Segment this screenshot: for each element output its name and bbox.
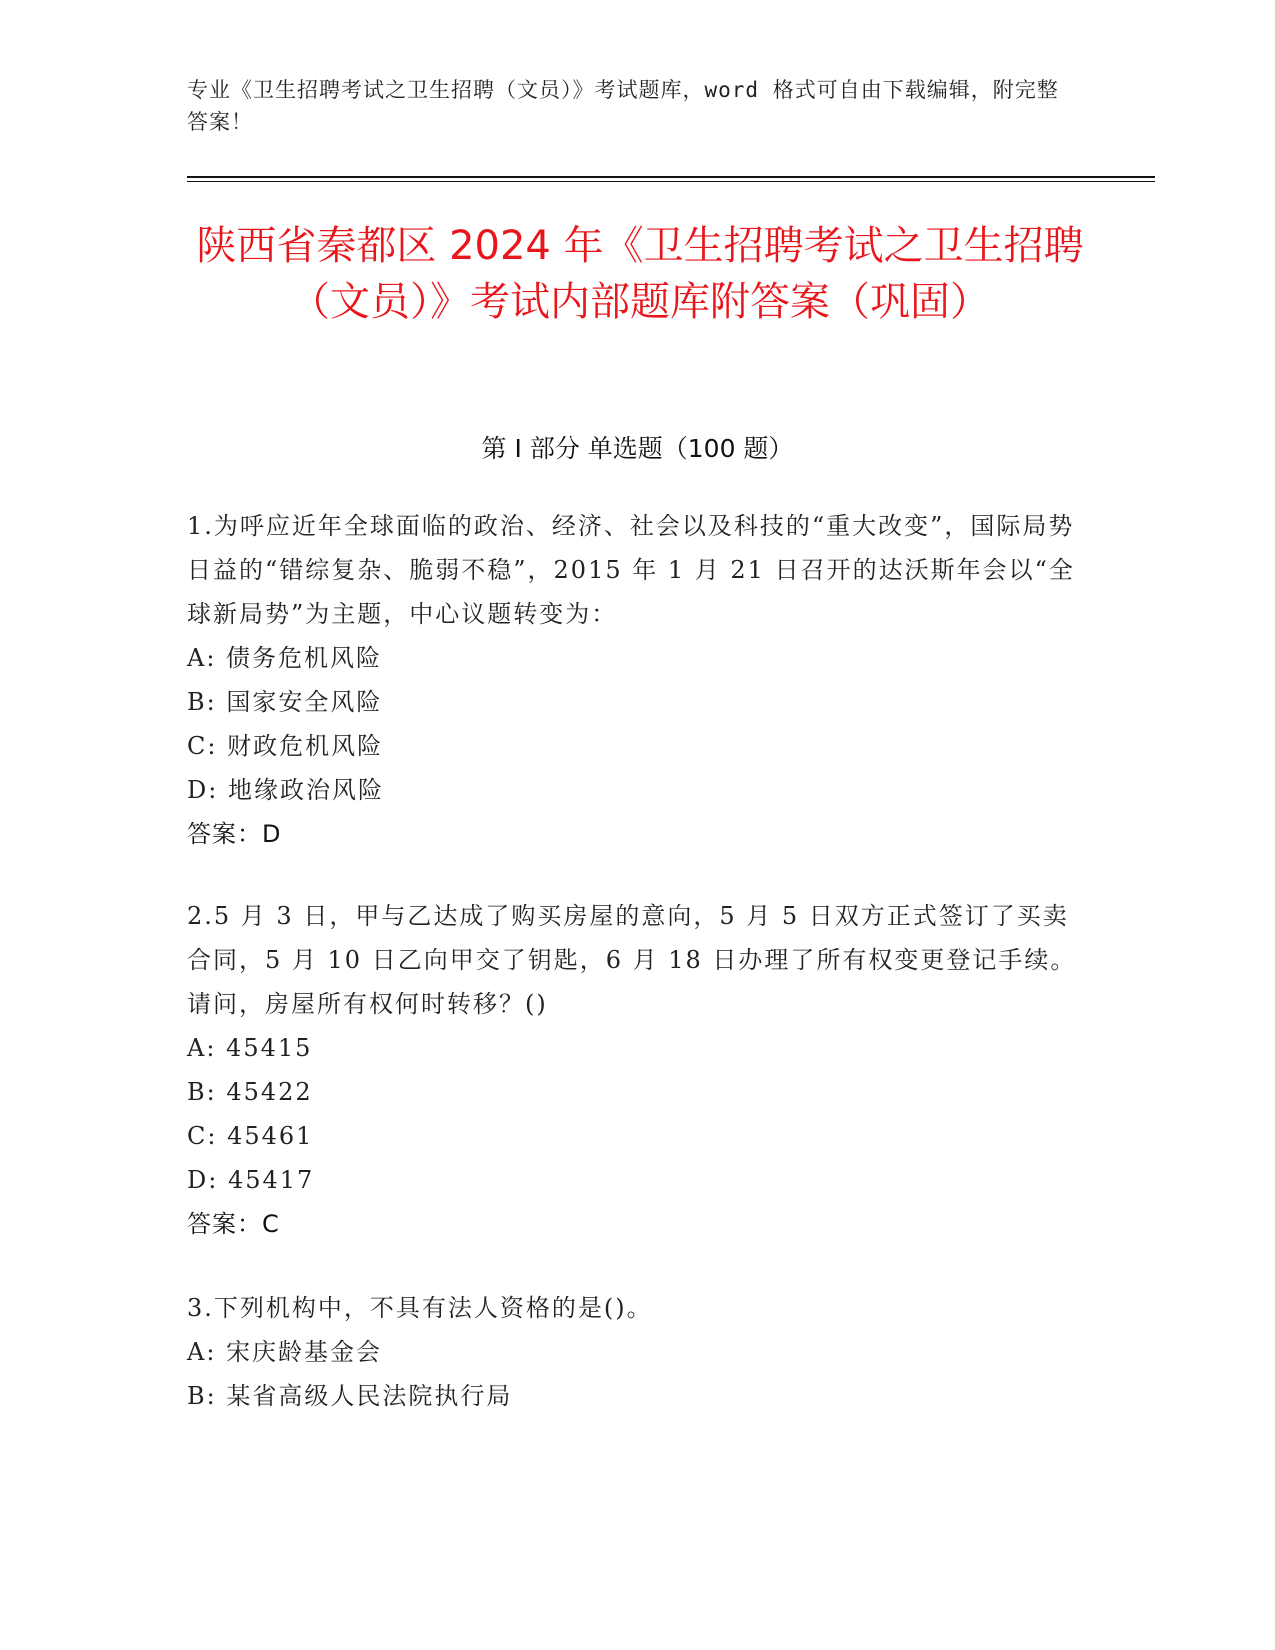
option-a: A: 45415 — [187, 1034, 313, 1062]
option-d: D: 45417 — [187, 1166, 315, 1194]
header-rule — [187, 176, 1155, 178]
document-title: 陕西省秦都区 2024 年《卫生招聘考试之卫生招聘（文员）》考试内部题库附答案（巩固） — [196, 223, 1084, 325]
question-stem: 1.为呼应近年全球面临的政治、经济、社会以及科技的“重大改变”，国际局势日益的“错综复杂、脆弱不稳”，2015 年 1 月 21 日召开的达沃斯年会以“全球新局势”为主题，中心议题转变为： — [187, 512, 1075, 628]
question-3 — [187, 1286, 1087, 1418]
header-note: 专业《卫生招聘考试之卫生招聘（文员）》考试题库，word 格式可自由下载编辑，附完整答案！ — [187, 78, 1059, 134]
option-c: C: 财政危机风险 — [187, 732, 384, 760]
answer: 答案：D — [187, 820, 282, 848]
header-rule-thin — [187, 181, 1155, 182]
option-c: C: 45461 — [187, 1122, 314, 1150]
question-stem: 3.下列机构中，不具有法人资格的是()。 — [187, 1294, 653, 1322]
option-a: A: 债务危机风险 — [187, 644, 383, 672]
option-b: B: 45422 — [187, 1078, 313, 1106]
option-b: B: 国家安全风险 — [187, 688, 383, 716]
option-d: D: 地缘政治风险 — [187, 776, 384, 804]
answer: 答案：C — [187, 1210, 280, 1238]
option-a: A: 宋庆龄基金会 — [187, 1338, 383, 1366]
question-1 — [187, 504, 1087, 856]
question-2 — [187, 894, 1087, 1246]
question-stem: 2.5 月 3 日，甲与乙达成了购买房屋的意向，5 月 5 日双方正式签订了买卖合同，5 月 10 日乙向甲交了钥匙，6 月 18 日办理了所有权变更登记手续。请问，房屋所有权何时转移？() — [187, 902, 1077, 1018]
option-b: B: 某省高级人民法院执行局 — [187, 1382, 513, 1410]
section-heading: 第 I 部分 单选题（100 题） — [481, 434, 794, 463]
